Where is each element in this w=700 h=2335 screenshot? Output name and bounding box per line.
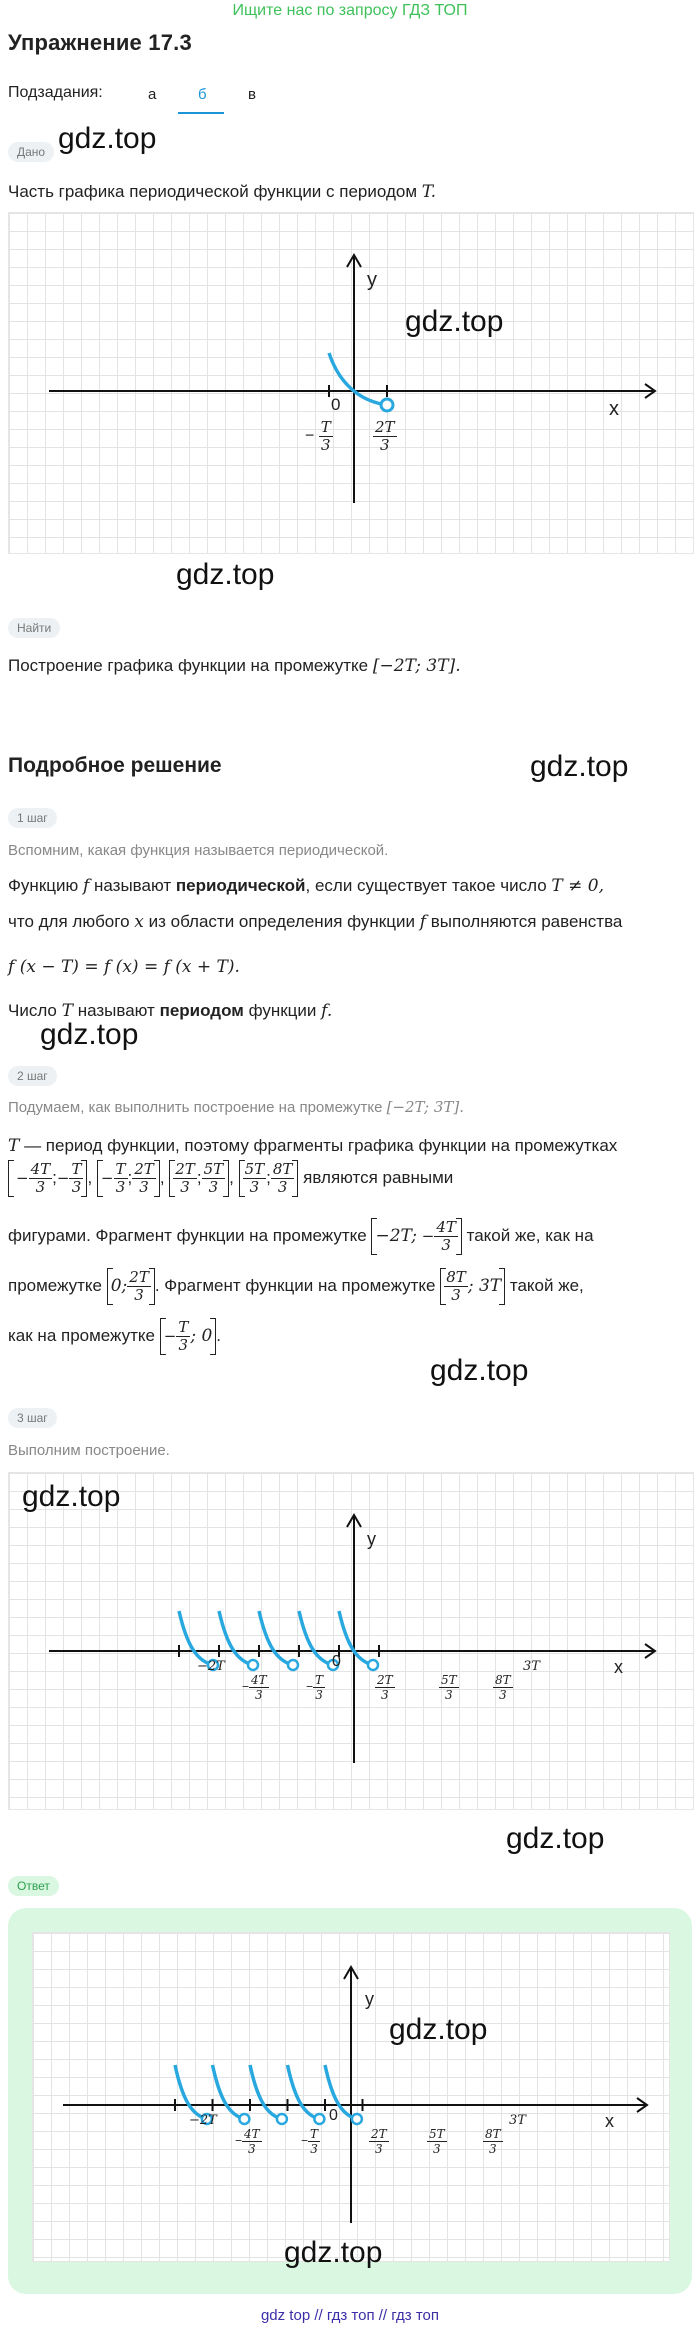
open-endpoint [248,1660,258,1670]
step2-line1: T — период функции, поэтому фрагменты графика функции на промежутках [8,1136,618,1156]
solution-graph-svg [9,1473,693,1809]
step2-badge: 2 шаг [8,1066,57,1086]
x-label: x [605,2111,614,2131]
curve-segment [299,1611,333,1665]
solution-title: Подробное решение [8,754,222,777]
x-label: x [614,1657,623,1677]
step3-hint: Выполним построение. [8,1442,170,1459]
step2-intervals: − $\frac{4T}{3}$ ;− $\frac{T}{3}$ , − $\frac{T}{3}$ ; $\frac{2T}{3}$ , $\frac{2T}{3}$ ; $\frac{5T}{3}$ , $\frac{5T}{3}$ ; $\frac{8T}{3}$ являются равными [8,1160,453,1197]
frac-label: − $\frac{T}{3}$ [306,1673,324,1702]
step1-formula: f (x − T) = f (x) = f (x + T). [8,957,240,977]
origin-label: 0 [332,1653,341,1670]
subtasks-row [8,84,103,102]
x-label: x [609,398,619,420]
tick-right-label: $\frac{2T}{3}$ [375,418,395,454]
label-3T: 3T [509,2113,526,2128]
frac-label: − $\frac{4T}{3}$ [242,1673,267,1702]
step2-line3: фигурами. Фрагмент функции на промежутке −2T; − $\frac{4T}{3}$ такой же, как на [8,1218,594,1254]
watermark: gdz.top [405,305,504,338]
tab-v[interactable]: в [248,86,256,103]
frac-label: $\frac{5T}{3}$ [441,1673,457,1702]
find-badge: Найти [8,618,60,638]
frac-label: $\frac{2T}{3}$ [371,2127,387,2156]
watermark: gdz.top [22,1480,121,1513]
open-endpoint [381,399,393,411]
step1-line3: Число T называют периодом функции f. [8,1001,333,1021]
curve-segment [259,1611,293,1665]
y-label: y [367,1529,376,1549]
step2-line4: промежутке 0; $\frac{2T}{3}$ . Фрагмент функции на промежутке $\frac{8T}{3}$ ; 3T такой же, [8,1268,584,1304]
open-endpoint [352,2114,362,2124]
bottom-links[interactable]: gdz top // гдз топ // гдз топ [260,2307,440,2324]
step2-line5: как на промежутке − $\frac{T}{3}$ ; 0 . [8,1318,222,1354]
answer-badge: Ответ [8,1876,59,1896]
curve-segment [179,1611,213,1665]
answer-graph [32,1932,670,2262]
step1-line1: Функцию f называют периодической, если существует такое число T ≠ 0, [8,876,605,896]
step2-hint: Подумаем, как выполнить построение на промежутке [−2T; 3T]. [8,1098,465,1116]
curve-segment [288,2065,320,2119]
step1-line2: что для любого x из области определения функции f выполняются равенства [8,912,623,932]
given-graph-svg [9,213,693,553]
open-endpoint [277,2114,287,2124]
given-graph [8,212,694,554]
frac-label: $\frac{5T}{3}$ [429,2127,445,2156]
frac-label: $\frac{2T}{3}$ [377,1673,393,1702]
watermark: gdz.top [430,1354,529,1387]
step1-badge: 1 шаг [8,808,57,828]
label-3T: 3T [523,1659,540,1674]
open-endpoint [368,1660,378,1670]
watermark: gdz.top [530,750,629,783]
given-badge: Дано [8,142,54,162]
active-tab-indicator [178,112,224,114]
open-endpoint [288,1660,298,1670]
search-banner[interactable]: Ищите нас по запросу ГДЗ ТОП [232,2,468,19]
answer-graph-svg [33,1933,669,2261]
subtasks-label: Подзадания: [8,84,103,101]
step1-hint: Вспомним, какая функция называется периодической. [8,842,389,859]
watermark: gdz.top [58,122,157,155]
curve-segment [175,2065,207,2119]
watermark: gdz.top [176,558,275,591]
answer-box [8,1908,692,2294]
origin-label: 0 [329,2107,338,2124]
tab-b[interactable]: б [198,86,207,103]
watermark: gdz.top [389,2013,488,2046]
frac-label: − $\frac{4T}{3}$ [235,2127,260,2156]
step3-badge: 3 шаг [8,1408,57,1428]
curve-segment [250,2065,282,2119]
tick-left-label: − $\frac{T}{3}$ [305,418,331,454]
label-minus-2T: −2T [197,1659,225,1674]
y-label: y [367,269,377,291]
watermark: gdz.top [506,1822,605,1855]
y-label: y [365,1989,374,2009]
curve-segment [339,1611,373,1665]
frac-label: − $\frac{T}{3}$ [301,2127,319,2156]
page-title: Упражнение 17.3 [8,30,192,55]
label-minus-2T: −2T [189,2113,217,2128]
open-endpoint [314,2114,324,2124]
open-endpoint [239,2114,249,2124]
watermark: gdz.top [284,2236,383,2269]
tab-a[interactable]: а [148,86,157,103]
watermark: gdz.top [40,1018,139,1051]
frac-label: $\frac{8T}{3}$ [495,1673,511,1702]
curve-segment [219,1611,253,1665]
given-text: Часть графика периодической функции с периодом T. [8,182,436,202]
curve-segment [213,2065,245,2119]
find-text: Построение графика функции на промежутке [−2T; 3T]. [8,656,461,676]
frac-label: $\frac{8T}{3}$ [485,2127,501,2156]
origin-label: 0 [331,395,341,414]
solution-graph [8,1472,694,1810]
